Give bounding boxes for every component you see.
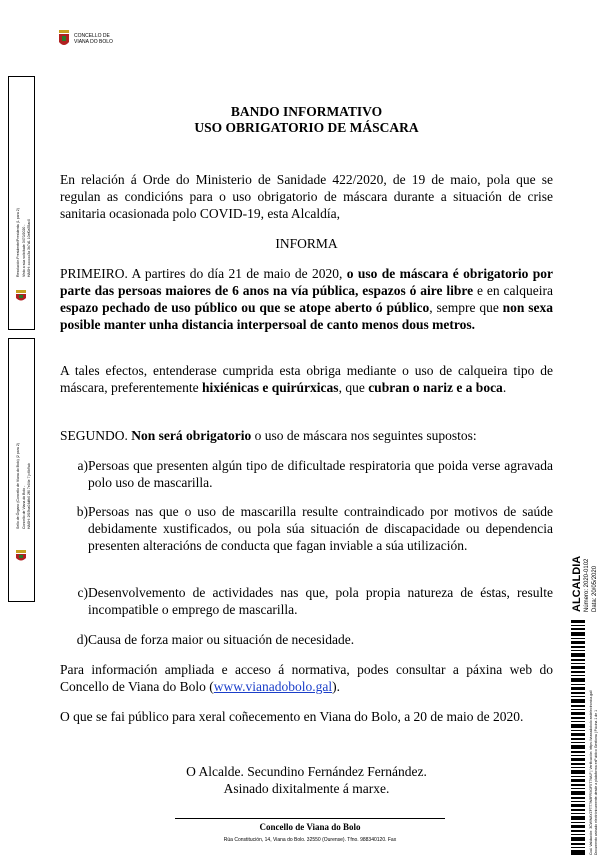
paragraph-efectos: A tales efectos, entenderase cumprida esta obriga mediante o uso de calqueira tipo de máscara, preferentemente hixiénicas e quirúrxicas, que cubran o nariz e a boca. xyxy=(60,363,553,395)
paragraph-segundo: SEGUNDO. Non será obrigatorio o uso de máscara nos seguintes supostos: xyxy=(60,428,477,443)
list-item xyxy=(60,631,553,648)
signature-line-1: O Alcalde. Secundino Fernández Fernández. xyxy=(186,764,427,779)
list-item xyxy=(60,457,553,491)
stamp-csv-line-1: Cod. Validación: 3CWWAYZFTT7W8FRXGF5T7WLF | Verificación: https://vianadobolo.sedelectronica.gal/ xyxy=(589,690,593,855)
coat-of-arms-icon xyxy=(58,30,70,48)
seal-icon xyxy=(14,289,28,303)
list-marker: c) xyxy=(77,585,88,600)
seal-icon xyxy=(14,549,28,563)
signature-block xyxy=(60,763,553,797)
footer-divider xyxy=(175,818,445,819)
intro-paragraph: En relación á Orde do Ministerio de Sanidade 422/2020, de 19 de maio, pola que se regulan as condicións para o uso obrigatorio de máscara durante a situación de crise sanitaria ocasionada polo COVID-19, esta Alcaldía, xyxy=(60,172,553,221)
list-marker: b) xyxy=(76,504,88,519)
stamp-csv-line-2: Documento asinado electrónicamente desde a plataforma esPublico Gestiona | Páxina 1 de 1 xyxy=(594,709,598,855)
paragraph-closing: O que se fai público para xeral coñecemento en Viana do Bolo, a 20 de maio de 2020. xyxy=(60,709,524,724)
list-marker: a) xyxy=(77,458,88,473)
title-line-2: USO OBRIGATORIO DE MÁSCARA xyxy=(194,120,419,135)
signature-2-text-1: Sello de Órgano (Concello de Viana do Bolo) (2 para 2) xyxy=(16,443,20,529)
footer-address: Rúa Constitución, 14, Viana do Bolo. 32550 (Ourense). Tfno. 988340120. Fax xyxy=(223,837,397,843)
list-item xyxy=(60,584,553,618)
barcode-icon xyxy=(571,620,585,855)
list-text: Persoas nas que o uso de mascarilla resulte contraindicado por motivos de saúde debidamente xustificados, ou pola súa situación de discapacidade ou dependencia presenten alteracións de conducta que fagan inviable a súa utilización. xyxy=(88,504,553,553)
signature-box-1 xyxy=(8,76,35,330)
municipal-logo xyxy=(58,30,113,48)
stamp-number: Número: 2020-0102 xyxy=(584,558,590,612)
list-text: Persoas que presenten algún tipo de dificultade respiratoria que poida verse agravada polo uso de mascarilla. xyxy=(88,458,553,490)
footer-name: Concello de Viana do Bolo xyxy=(259,822,361,832)
paragraph-info: Para información ampliada e acceso á normativa, podes consultar a páxina web do Concello de Viana do Bolo (www.vianadobolo.gal). xyxy=(60,662,553,694)
list-text: Causa de forza maior ou situación de necesidade. xyxy=(88,632,355,647)
informa-heading: INFORMA xyxy=(275,236,338,251)
list-text: Desenvolvemento de actividades nas que, pola propia natureza de éstas, resulte incompatible o emprego de mascarilla. xyxy=(88,585,553,617)
document-title xyxy=(60,104,553,136)
logo-line-2: VIANA DO BOLO xyxy=(74,39,113,45)
paragraph-primeiro: PRIMEIRO. A partires do día 21 de maio de 2020, o uso de máscara é obrigatorio por parte das persoas maiores de 6 anos na vía pública, espazos ó aire libre e en calqueira espazo pechado de uso público ou que se atope aberto ó público, sempre que non sexa posible manter unha distancia interpersoal de canto menos dous metros. xyxy=(60,266,554,332)
signature-2-text-3: HASH: 2f19ba04dfb0 2f0 7e04e 7 jc6b9ab xyxy=(27,463,31,529)
signature-line-2: Asinado dixitalmente á marxe. xyxy=(223,781,390,796)
stamp-label: ALCALDIA xyxy=(571,555,583,612)
signature-2-text-2: Concello de Viana do Bolo - xyxy=(22,485,26,529)
registry-stamp xyxy=(568,480,608,860)
signature-1-text-3: HASH: xxxxxx3a 3b7d1 10ef0a55ac0 xyxy=(27,219,31,277)
signature-1-text-1: Resolución Presidente/Presidenta (1 para 2) xyxy=(16,208,20,277)
signature-1-text-2: Visto a súa solicitude 3470/2020 - xyxy=(22,224,26,277)
title-line-1: BANDO INFORMATIVO xyxy=(230,104,383,119)
list-marker: d) xyxy=(76,632,88,647)
stamp-date: Data: 20/05/2020 xyxy=(592,565,598,612)
signature-box-2 xyxy=(8,338,35,602)
logo-line-1: CONCELLO DE xyxy=(74,33,110,39)
website-link[interactable]: www.vianadobolo.gal xyxy=(213,679,333,694)
list-item xyxy=(60,503,553,554)
